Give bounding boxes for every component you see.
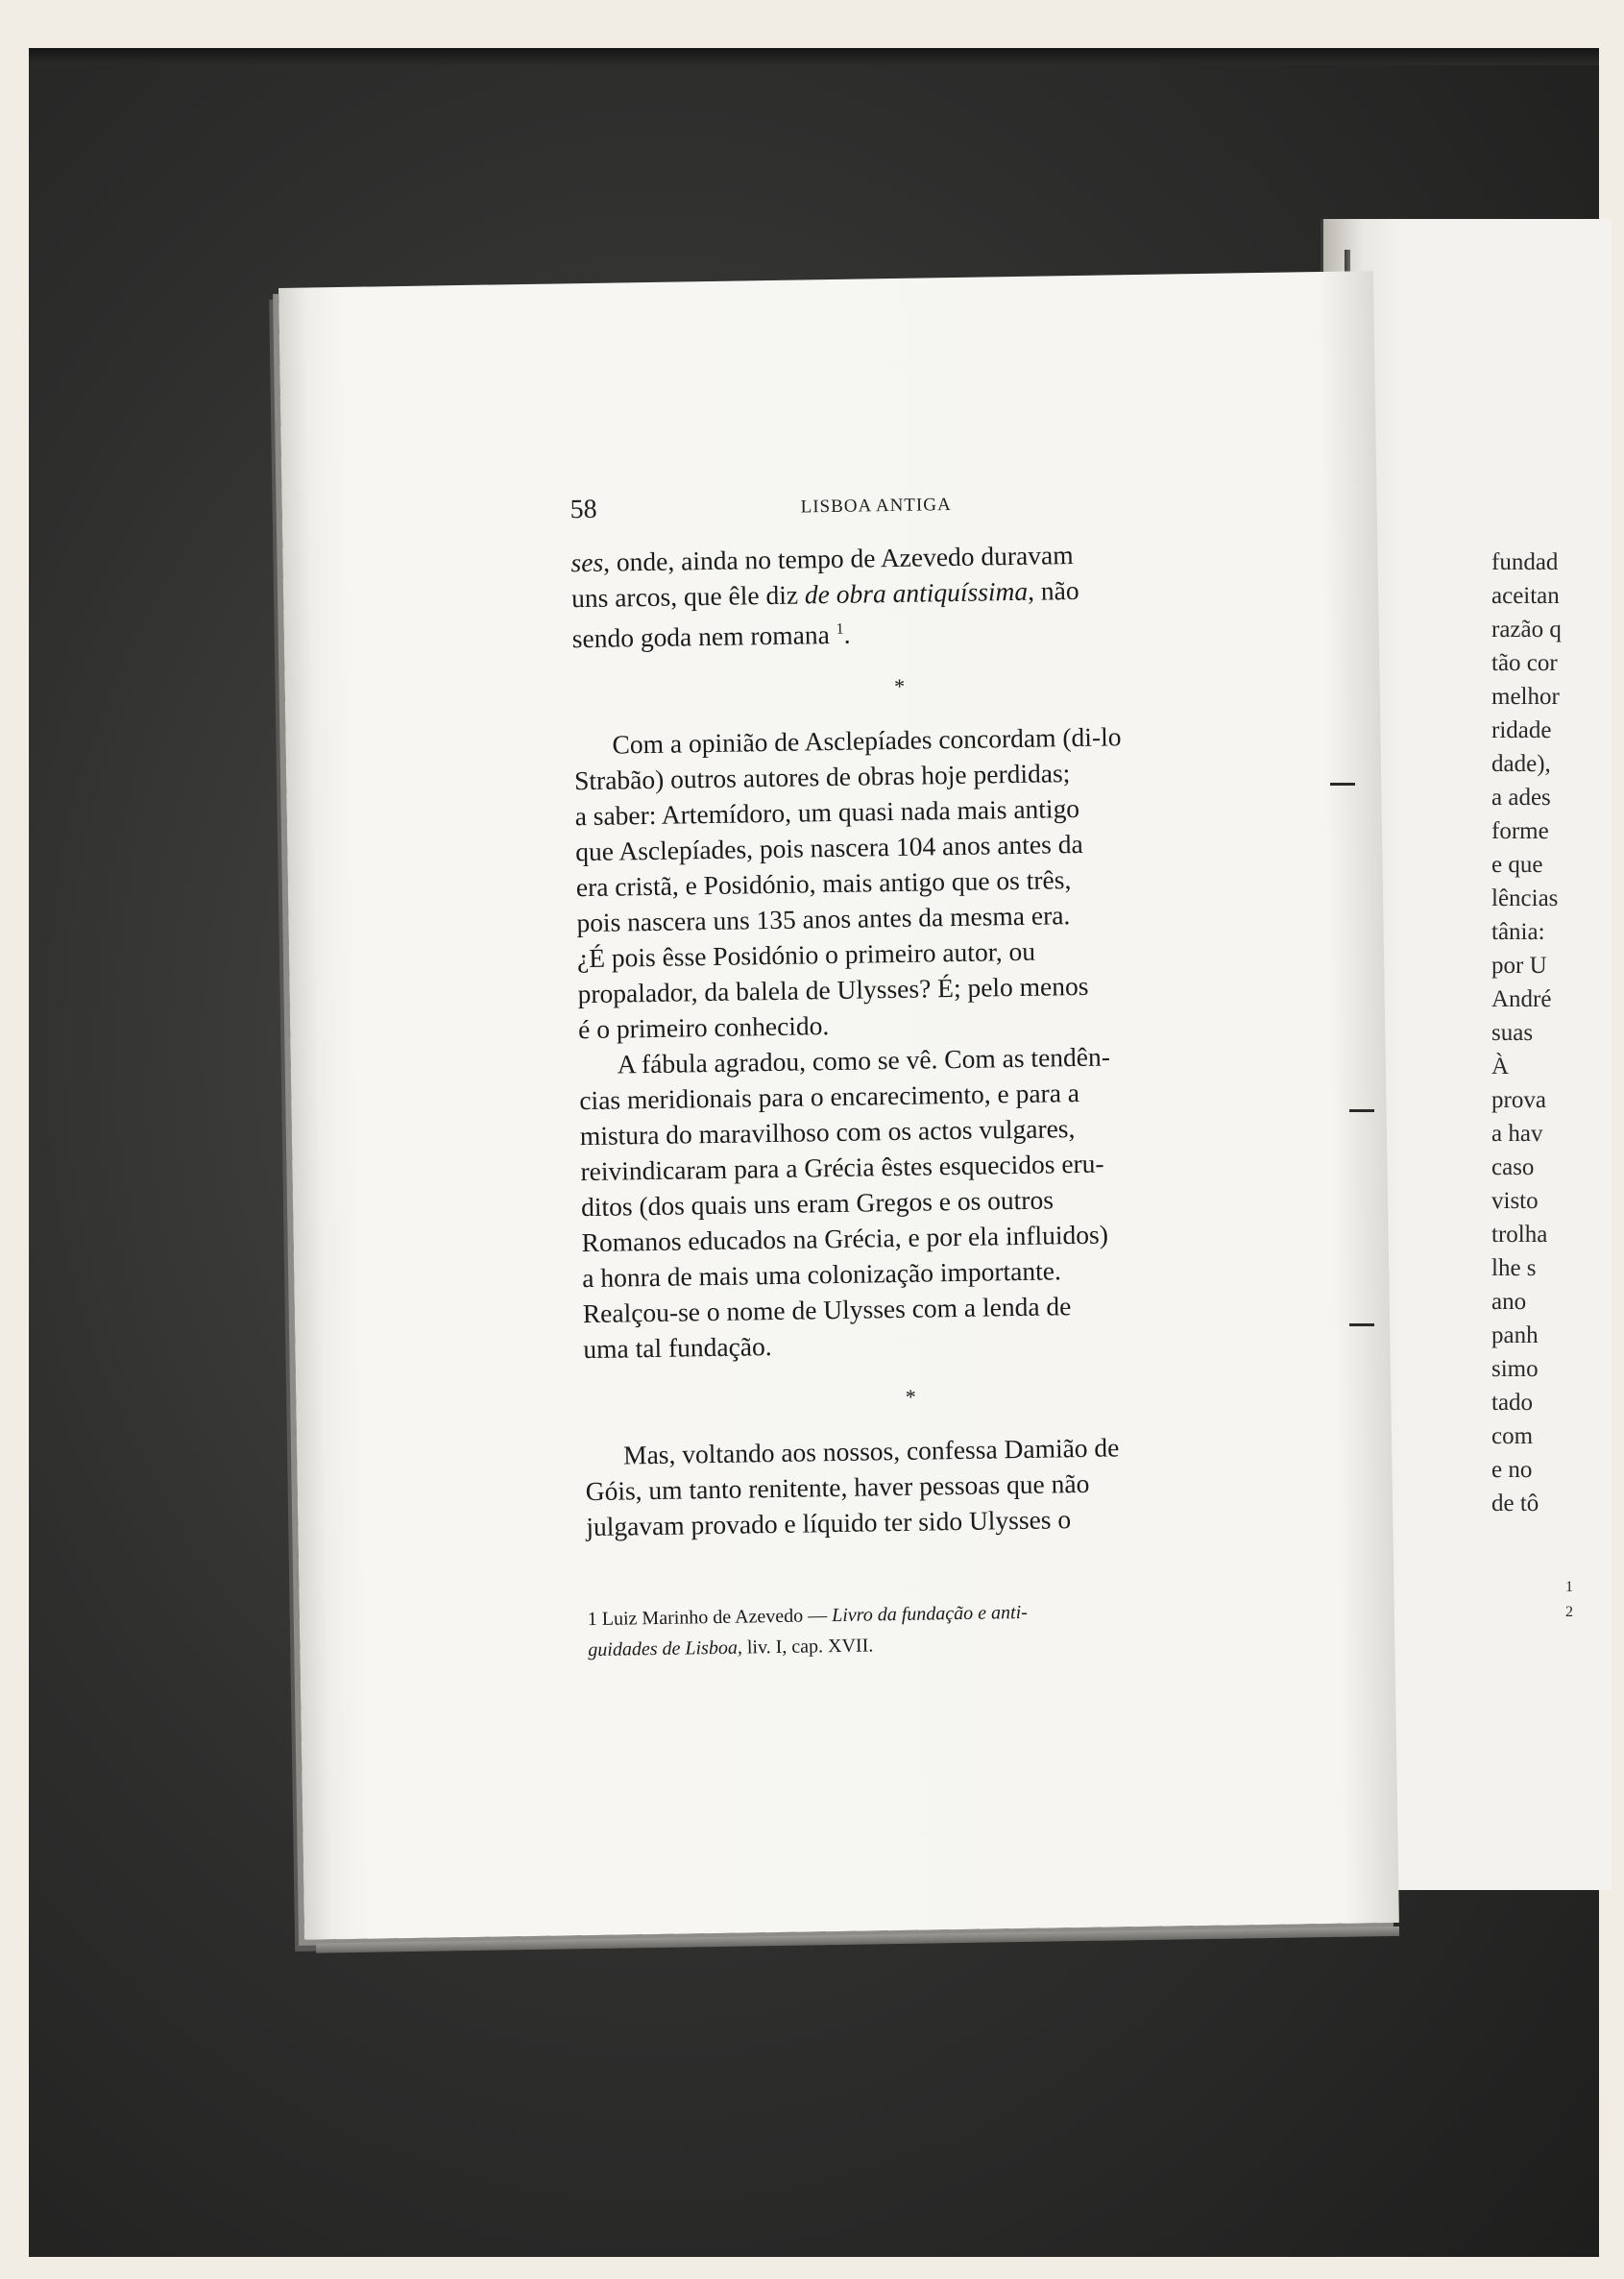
- right-text-fragment: com: [1491, 1423, 1534, 1449]
- right-text-fragment: ano: [1491, 1289, 1527, 1315]
- italic-word: ses: [570, 546, 604, 578]
- photo-top-edge: [29, 48, 1599, 65]
- text-line: era cristã, e Posidónio, mais antigo que os três,: [575, 864, 1072, 903]
- paragraph-1: [570, 535, 1225, 657]
- binding-mark: [1349, 1323, 1374, 1326]
- body-text: [570, 535, 1239, 1545]
- right-text-fragment: tão cor: [1491, 650, 1558, 676]
- page-number: 58: [570, 494, 597, 525]
- paragraph-4: [585, 1428, 1240, 1545]
- right-text-fragment: ridade: [1491, 717, 1552, 743]
- text-line: Góis, um tanto renitente, haver pessoas que não: [585, 1468, 1090, 1507]
- right-text-fragment: tado: [1491, 1390, 1534, 1416]
- section-separator: *: [893, 673, 906, 699]
- text-line: ses, onde, ainda no tempo de Azevedo duravam: [570, 540, 1074, 578]
- text-line: Realçou-se o nome de Ulysses com a lenda de: [582, 1291, 1072, 1329]
- right-page-text: [1491, 546, 1597, 1520]
- footnote-line: 1 Luiz Marinho de Azevedo — Livro da fundação e anti-: [587, 1601, 1028, 1631]
- text-line: a honra de mais uma colonização importante.: [581, 1255, 1062, 1294]
- right-text-fragment: melhor: [1491, 684, 1560, 710]
- binding-mark: [1330, 783, 1355, 786]
- right-footnote-mark: 2: [1565, 1604, 1573, 1620]
- right-text-fragment: panh: [1491, 1322, 1539, 1348]
- right-text-fragment: À: [1491, 1054, 1510, 1079]
- binding-mark: [1349, 1109, 1374, 1112]
- footnote-title: Livro da fundação e anti-: [831, 1601, 1028, 1627]
- right-footnote-mark: 1: [1565, 1579, 1573, 1595]
- right-text-fragment: dade),: [1491, 751, 1551, 777]
- text-line: reivindicaram para a Grécia êstes esquecidos eru-: [580, 1148, 1104, 1187]
- text-line: uma tal fundação.: [583, 1331, 772, 1365]
- footnote-ref: 1: [836, 620, 844, 638]
- right-text-fragment: a ades: [1491, 785, 1551, 811]
- right-text-fragment: de tô: [1491, 1491, 1539, 1516]
- right-text-fragment: e que: [1491, 852, 1543, 878]
- text-line: pois nascera uns 135 anos antes da mesma era.: [576, 900, 1071, 938]
- text-line: Strabão) outros autores de obras hoje perdidas;: [573, 758, 1071, 796]
- text-line: Com a opinião de Asclepíades concordam (di-lo: [612, 721, 1122, 760]
- text-line: Mas, voltando aos nossos, confessa Damião de: [622, 1432, 1120, 1470]
- right-text-fragment: lhe s: [1491, 1255, 1537, 1281]
- right-text-fragment: e no: [1491, 1457, 1533, 1483]
- text-line: Romanos educados na Grécia, e por ela influidos): [581, 1219, 1109, 1258]
- text-line: a saber: Artemídoro, um quasi nada mais antigo: [574, 793, 1080, 832]
- text-line: uns arcos, que êle diz de obra antiquíssima, não: [570, 574, 1079, 614]
- text-line: ditos (dos quais uns eram Gregos e os outros: [580, 1184, 1054, 1223]
- right-text-fragment: André: [1491, 986, 1552, 1012]
- right-text-fragment: trolha: [1491, 1222, 1548, 1248]
- right-text-fragment: tânia:: [1491, 919, 1545, 945]
- section-separator: *: [905, 1384, 916, 1410]
- right-text-fragment: caso: [1491, 1154, 1535, 1180]
- right-text-fragment: por U: [1491, 953, 1547, 979]
- page-header: [570, 486, 1147, 533]
- paragraph-3: [578, 1037, 1236, 1368]
- right-text-fragment: fundad: [1491, 549, 1559, 575]
- right-text-fragment: razão q: [1491, 617, 1562, 642]
- text-line: ¿É pois êsse Posidónio o primeiro autor, ou: [576, 935, 1036, 974]
- footnote-line: guidades de Lisboa, liv. I, cap. XVII.: [588, 1635, 874, 1661]
- running-head: LISBOA ANTIGA: [800, 495, 952, 518]
- text-line: propalador, da balela de Ulysses? É; pelo menos: [577, 970, 1089, 1009]
- right-text-fragment: forme: [1491, 818, 1549, 844]
- right-text-fragment: aceitan: [1491, 583, 1560, 609]
- right-text-fragment: simo: [1491, 1356, 1539, 1382]
- text-line: sendo goda nem romana $^1$.: [571, 618, 851, 654]
- text-line: cias meridionais para o encarecimento, e para a: [579, 1078, 1080, 1116]
- left-page: [279, 271, 1399, 1940]
- right-text-fragment: lências: [1491, 885, 1559, 911]
- italic-phrase: de obra antiquíssima: [804, 575, 1029, 610]
- right-text-fragment: a hav: [1491, 1121, 1543, 1147]
- text-line: que Asclepíades, pois nascera 104 anos antes da: [575, 829, 1083, 867]
- text-line: julgavam provado e líquido ter sido Ulysses o: [586, 1504, 1072, 1542]
- right-page-footnote-marks: [1565, 1575, 1604, 1625]
- right-text-fragment: prova: [1491, 1087, 1546, 1113]
- right-text-fragment: suas: [1491, 1020, 1534, 1046]
- footnote-title: guidades de Lisboa,: [588, 1637, 743, 1661]
- text-line: mistura do maravilhoso com os actos vulgares,: [579, 1113, 1076, 1152]
- footnote: [588, 1593, 1242, 1665]
- text-line: é o primeiro conhecido.: [577, 1010, 830, 1045]
- paragraph-2: [573, 717, 1231, 1048]
- right-text-fragment: visto: [1491, 1188, 1539, 1214]
- text-line: A fábula agradou, como se vê. Com as tendên-: [617, 1041, 1111, 1079]
